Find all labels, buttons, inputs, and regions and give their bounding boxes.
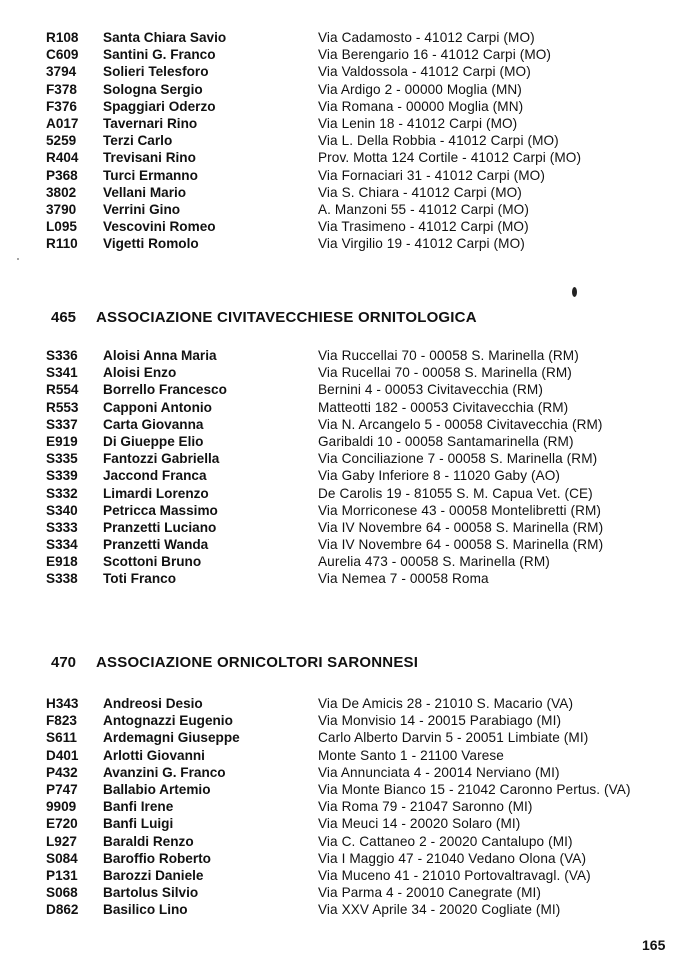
member-code: P131 <box>46 867 78 883</box>
member-name: Arlotti Giovanni <box>103 747 205 763</box>
list-item <box>0 833 700 850</box>
member-name: Borrello Francesco <box>103 382 227 398</box>
entries-section-465 <box>0 347 700 588</box>
list-item <box>0 553 700 570</box>
member-code: P432 <box>46 764 78 780</box>
member-code: P368 <box>46 167 78 183</box>
member-address: Matteotti 182 - 00053 Civitavecchia (RM) <box>318 399 569 415</box>
member-name: Banfi Luigi <box>103 816 174 832</box>
member-name: Capponi Antonio <box>103 399 212 415</box>
member-code: S336 <box>46 348 78 363</box>
member-address: Via Virgilio 19 - 41012 Carpi (MO) <box>318 236 525 252</box>
member-code: L927 <box>46 833 77 849</box>
list-item <box>0 115 700 132</box>
list-item <box>0 747 700 764</box>
member-code: S084 <box>46 850 78 866</box>
member-address: De Carolis 19 - 81055 S. M. Capua Vet. (CE) <box>318 485 593 501</box>
list-item <box>0 433 700 450</box>
member-code: E720 <box>46 816 78 832</box>
page-number: 165 <box>642 937 666 953</box>
member-name: Basilico Lino <box>103 902 188 918</box>
member-code: R108 <box>46 30 79 45</box>
section-title: ASSOCIAZIONE ORNICOLTORI SARONNESI <box>96 654 419 671</box>
ink-blot <box>572 287 577 297</box>
member-code: D862 <box>46 902 79 918</box>
member-code: 3802 <box>46 184 77 200</box>
list-item <box>0 798 700 815</box>
member-address: Via Cadamosto - 41012 Carpi (MO) <box>318 30 535 45</box>
member-code: S333 <box>46 519 78 535</box>
member-code: S335 <box>46 451 78 467</box>
member-name: Aloisi Anna Maria <box>103 348 217 363</box>
member-code: E918 <box>46 554 78 570</box>
member-name: Carta Giovanna <box>103 416 204 432</box>
member-name: Banfi Irene <box>103 799 174 815</box>
member-code: C609 <box>46 47 79 63</box>
member-address: Via Ruccellai 70 - 00058 S. Marinella (RM) <box>318 348 579 363</box>
member-code: L095 <box>46 219 77 235</box>
member-address: Via N. Arcangelo 5 - 00058 Civitavecchia (RM) <box>318 416 603 432</box>
member-name: Ardemagni Giuseppe <box>103 730 240 746</box>
list-item <box>0 29 700 46</box>
list-item <box>0 712 700 729</box>
list-item <box>0 399 700 416</box>
member-address: Via Trasimeno - 41012 Carpi (MO) <box>318 219 529 235</box>
member-code: D401 <box>46 747 79 763</box>
member-code: S334 <box>46 537 78 553</box>
member-name: Jaccond Franca <box>103 468 207 484</box>
member-address: Via Monte Bianco 15 - 21042 Caronno Pertus. (VA) <box>318 781 631 797</box>
member-code: 3794 <box>46 64 77 80</box>
member-code: S332 <box>46 485 78 501</box>
member-code: S068 <box>46 885 78 901</box>
member-name: Terzi Carlo <box>103 133 173 149</box>
member-name: Bartolus Silvio <box>103 885 199 901</box>
list-item <box>0 347 700 364</box>
list-item <box>0 519 700 536</box>
member-address: Via S. Chiara - 41012 Carpi (MO) <box>318 184 522 200</box>
member-name: Andreosi Desio <box>103 696 203 711</box>
section-number: 470 <box>51 654 77 671</box>
member-address: Via IV Novembre 64 - 00058 S. Marinella (RM) <box>318 537 604 553</box>
list-item <box>0 450 700 467</box>
list-item <box>0 781 700 798</box>
member-name: Scottoni Bruno <box>103 554 202 570</box>
member-address: Via Conciliazione 7 - 00058 S. Marinella (RM) <box>318 451 598 467</box>
member-address: Bernini 4 - 00053 Civitavecchia (RM) <box>318 382 543 398</box>
member-code: S339 <box>46 468 78 484</box>
member-address: Via Annunciata 4 - 20014 Nerviano (MI) <box>318 764 560 780</box>
member-address: Via XXV Aprile 34 - 20020 Cogliate (MI) <box>318 902 561 918</box>
list-item <box>0 81 700 98</box>
list-item <box>0 901 700 918</box>
member-code: 5259 <box>46 133 77 149</box>
member-code: R553 <box>46 399 79 415</box>
list-item <box>0 867 700 884</box>
member-name: Trevisani Rino <box>103 150 196 166</box>
member-address: Via Valdossola - 41012 Carpi (MO) <box>318 64 531 80</box>
member-code: R110 <box>46 236 78 252</box>
member-code: E919 <box>46 433 78 449</box>
list-item <box>0 364 700 381</box>
list-item <box>0 729 700 746</box>
member-name: Pranzetti Luciano <box>103 519 217 535</box>
member-address: Monte Santo 1 - 21100 Varese <box>318 747 504 763</box>
entries-section-470 <box>0 695 700 918</box>
member-code: 3790 <box>46 201 77 217</box>
member-name: Verrini Gino <box>103 201 181 217</box>
list-item <box>0 201 700 218</box>
member-address: Via Muceno 41 - 21010 Portovaltravagl. (VA) <box>318 867 591 883</box>
list-item <box>0 884 700 901</box>
list-item <box>0 132 700 149</box>
member-name: Aloisi Enzo <box>103 365 177 381</box>
member-name: Spaggiari Oderzo <box>103 98 216 114</box>
member-name: Barozzi Daniele <box>103 867 204 883</box>
member-code: P747 <box>46 781 78 797</box>
member-address: Via IV Novembre 64 - 00058 S. Marinella (RM) <box>318 519 604 535</box>
list-item <box>0 536 700 553</box>
member-name: Toti Franco <box>103 571 176 587</box>
member-address: Via Gaby Inferiore 8 - 11020 Gaby (AO) <box>318 468 561 484</box>
list-item <box>0 218 700 235</box>
member-address: Via De Amicis 28 - 21010 S. Macario (VA) <box>318 696 574 711</box>
member-address: Via Berengario 16 - 41012 Carpi (MO) <box>318 47 552 63</box>
list-item <box>0 416 700 433</box>
member-address: Carlo Alberto Darvin 5 - 20051 Limbiate (MI) <box>318 730 589 746</box>
member-code: R554 <box>46 382 79 398</box>
section-number: 465 <box>51 309 77 326</box>
list-item <box>0 485 700 502</box>
member-code: S337 <box>46 416 78 432</box>
member-code: F378 <box>46 81 77 97</box>
member-code: F376 <box>46 98 77 114</box>
member-code: R404 <box>46 150 79 166</box>
list-item <box>0 149 700 166</box>
member-name: Petricca Massimo <box>103 502 218 518</box>
member-name: Avanzini G. Franco <box>103 764 226 780</box>
member-address: Via Roma 79 - 21047 Saronno (MI) <box>318 799 533 815</box>
member-name: Vigetti Romolo <box>103 236 199 252</box>
member-address: Via I Maggio 47 - 21040 Vedano Olona (VA) <box>318 850 587 866</box>
member-address: Via Morriconese 43 - 00058 Montelibretti (RM) <box>318 502 602 518</box>
member-name: Di Giueppe Elio <box>103 433 204 449</box>
member-address: Via Parma 4 - 20010 Canegrate (MI) <box>318 885 542 901</box>
section-heading-470 <box>0 654 700 674</box>
section-title: ASSOCIAZIONE CIVITAVECCHIESE ORNITOLOGICA <box>96 309 477 326</box>
list-item <box>0 63 700 80</box>
member-code: S340 <box>46 502 78 518</box>
member-name: Baroffio Roberto <box>103 850 211 866</box>
member-address: Via Lenin 18 - 41012 Carpi (MO) <box>318 115 518 131</box>
member-code: A017 <box>46 115 79 131</box>
member-name: Fantozzi Gabriella <box>103 451 220 467</box>
ink-speck <box>17 258 19 260</box>
member-code: 9909 <box>46 799 77 815</box>
member-name: Vellani Mario <box>103 184 187 200</box>
member-name: Vescovini Romeo <box>103 219 216 235</box>
member-address: Via Ardigo 2 - 00000 Moglia (MN) <box>318 81 522 97</box>
member-address: Via Meuci 14 - 20020 Solaro (MI) <box>318 816 521 832</box>
list-item <box>0 98 700 115</box>
member-address: Via Rucellai 70 - 00058 S. Marinella (RM) <box>318 365 572 381</box>
member-address: Via C. Cattaneo 2 - 20020 Cantalupo (MI) <box>318 833 573 849</box>
member-name: Santa Chiara Savio <box>103 30 227 45</box>
member-code: F823 <box>46 713 77 729</box>
list-item <box>0 764 700 781</box>
member-name: Santini G. Franco <box>103 47 216 63</box>
list-item <box>0 235 700 252</box>
member-address: Via Monvisio 14 - 20015 Parabiago (MI) <box>318 713 562 729</box>
member-code: H343 <box>46 696 79 711</box>
member-code: S611 <box>46 730 77 746</box>
member-address: A. Manzoni 55 - 41012 Carpi (MO) <box>318 201 529 217</box>
member-name: Ballabio Artemio <box>103 781 211 797</box>
list-item <box>0 184 700 201</box>
section-heading-465 <box>0 309 700 329</box>
member-name: Baraldi Renzo <box>103 833 194 849</box>
list-item <box>0 381 700 398</box>
list-item <box>0 502 700 519</box>
member-code: S341 <box>46 365 78 381</box>
member-address: Via L. Della Robbia - 41012 Carpi (MO) <box>318 133 559 149</box>
member-name: Turci Ermanno <box>103 167 198 183</box>
list-item <box>0 815 700 832</box>
member-address: Aurelia 473 - 00058 S. Marinella (RM) <box>318 554 550 570</box>
member-name: Limardi Lorenzo <box>103 485 209 501</box>
member-name: Pranzetti Wanda <box>103 537 209 553</box>
member-address: Via Fornaciari 31 - 41012 Carpi (MO) <box>318 167 545 183</box>
member-name: Sologna Sergio <box>103 81 203 97</box>
list-item <box>0 695 700 712</box>
list-item <box>0 570 700 587</box>
member-address: Via Nemea 7 - 00058 Roma <box>318 571 489 587</box>
entries-block-1 <box>0 29 700 252</box>
member-name: Antognazzi Eugenio <box>103 713 233 729</box>
member-address: Via Romana - 00000 Moglia (MN) <box>318 98 524 114</box>
list-item <box>0 46 700 63</box>
member-address: Prov. Motta 124 Cortile - 41012 Carpi (MO) <box>318 150 582 166</box>
member-name: Tavernari Rino <box>103 115 198 131</box>
member-name: Solieri Telesforo <box>103 64 209 80</box>
list-item <box>0 850 700 867</box>
member-code: S338 <box>46 571 78 587</box>
member-address: Garibaldi 10 - 00058 Santamarinella (RM) <box>318 433 574 449</box>
list-item <box>0 167 700 184</box>
list-item <box>0 467 700 484</box>
